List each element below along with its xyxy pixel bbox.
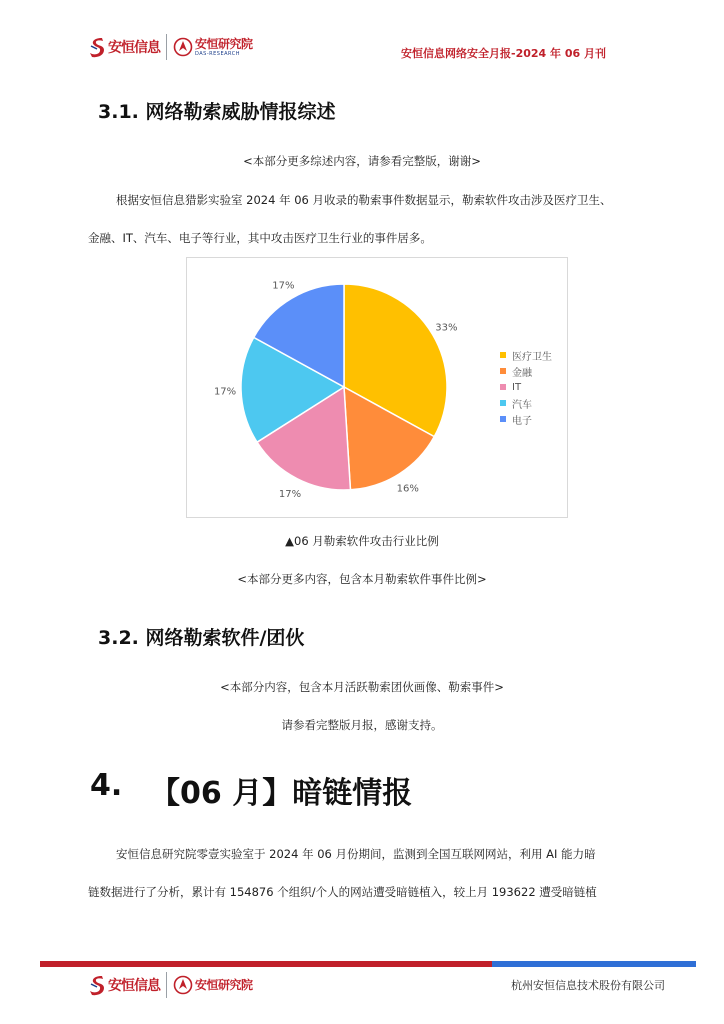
section-3-1-para-line2: 金融、IT、汽车、电子等行业，其中攻击医疗卫生行业的事件居多。 [88,231,432,245]
legend-item-1 [500,363,552,379]
footer-logo [88,972,253,998]
legend-label-4: 电子 [512,415,532,427]
legend-label-0: 医疗卫生 [512,351,552,363]
pie-slice-label-3: 17% [213,386,237,398]
footer-company-logo-text: 安恒信息 [108,978,160,994]
footer-research-logo-text: 安恒研究院 [195,977,253,992]
section-3-1-para-line1: 根据安恒信息猎影实验室 2024 年 06 月收录的勒索事件数据显示，勒索软件攻击涉及医疗卫生、 [116,193,612,207]
chart-note: <本部分更多内容，包含本月勒索软件事件比例> [237,572,487,586]
page-header [0,0,724,70]
legend-swatch-3 [500,400,506,406]
footer-bar-red [40,961,492,967]
research-logo-icon [173,37,193,57]
footer-research-logo-icon [173,975,193,995]
chart-legend [500,347,552,427]
section-4-heading [90,768,412,812]
legend-item-3 [500,395,552,411]
section-3-2-support: 请参看完整版月报，感谢支持。 [281,718,443,732]
pie-slice-label-2: 17% [278,489,302,501]
section-4-title: 【06 月】暗链情报 [150,776,413,811]
company-logo-icon [88,36,106,58]
research-logo-text: 安恒研究院 [195,36,253,51]
section-4-number: 4. [90,768,123,803]
legend-swatch-2 [500,384,506,390]
section-3-1-heading: 3.1. 网络勒索威胁情报综述 [98,101,336,123]
legend-label-2: IT [512,381,522,393]
pie-slice-label-0: 33% [435,322,458,334]
section-3-1-note: <本部分更多综述内容，请参看完整版，谢谢> [243,154,481,168]
chart-caption: ▲06 月勒索软件攻击行业比例 [285,534,439,548]
research-logo [173,37,253,57]
footer-company-name: 杭州安恒信息技术股份有限公司 [511,979,665,992]
section-4-para-line2: 链数据进行了分析，累计有 154876 个组织/个人的网站遭受暗链植入，较上月 193622 遭受暗链植 [88,885,597,899]
legend-item-0 [500,347,552,363]
company-logo-text: 安恒信息 [108,40,160,56]
pie-slice-label-1: 16% [396,483,419,495]
legend-label-3: 汽车 [512,399,532,411]
report-title: 安恒信息网络安全月报-2024 年 06 月刊 [401,47,606,60]
footer-bar-blue [492,961,696,967]
legend-swatch-1 [500,368,506,374]
company-logo [88,36,160,58]
research-logo-subtext: DAS-RESEARCH [195,50,241,57]
legend-item-4 [500,411,552,427]
industry-pie-chart [186,257,568,518]
logo-divider [166,34,167,60]
header-logo [88,34,253,60]
legend-swatch-0 [500,352,506,358]
pie-slice-label-4: 17% [272,280,295,292]
section-3-2-heading: 3.2. 网络勒索软件/团伙 [98,627,305,649]
footer-logo-divider [166,972,167,998]
legend-swatch-4 [500,416,506,422]
section-3-2-note: <本部分内容，包含本月活跃勒索团伙画像、勒索事件> [220,680,504,694]
legend-label-1: 金融 [512,367,532,379]
section-4-para-line1: 安恒信息研究院零壹实验室于 2024 年 06 月份期间，监测到全国互联网网站，利用 AI 能力暗 [116,847,596,861]
legend-item-2 [500,379,552,395]
footer-company-logo-icon [88,974,106,996]
